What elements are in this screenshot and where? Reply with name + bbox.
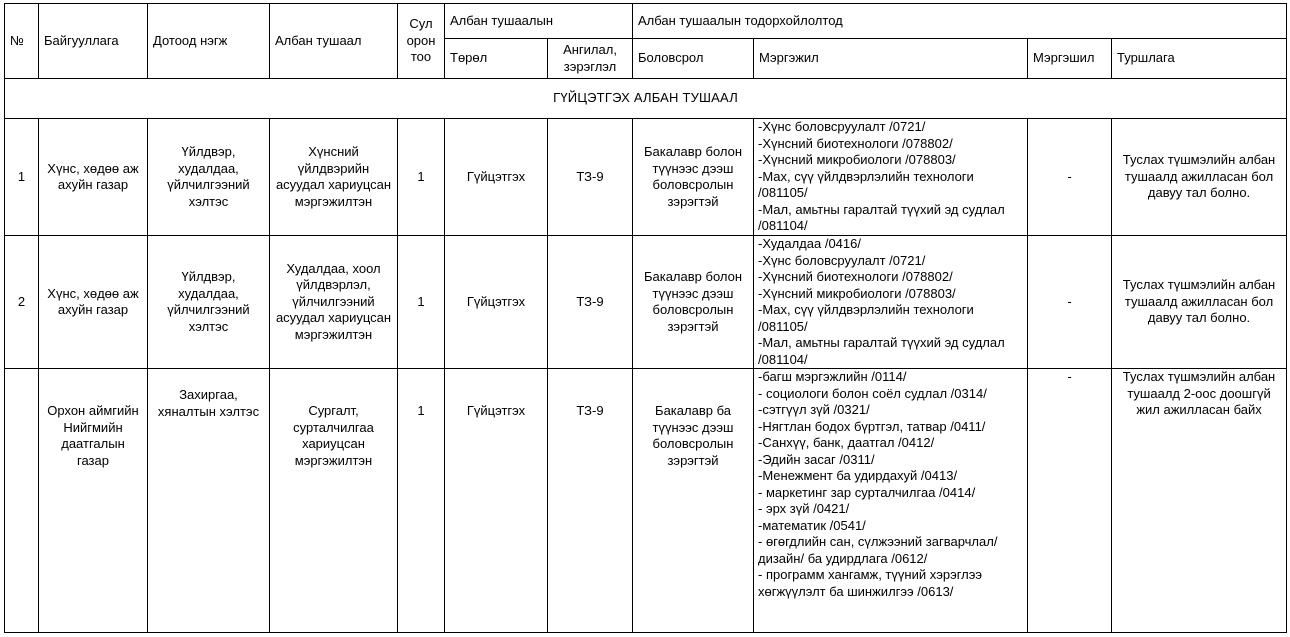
header-profession: Мэргэжил — [754, 39, 1028, 79]
row-no: 2 — [5, 236, 39, 369]
row-education: Бакалавр болон түүнээс дээш боловсролын зэрэгтэй — [633, 236, 754, 369]
row-position: Хүнсний үйлдвэрийн асуудал хариуцсан мэргэжилтэн — [270, 119, 398, 236]
row-organization: Хүнс, хөдөө аж ахуйн газар — [39, 236, 148, 369]
profession-item: -Мал, амьтны гаралтай түүхий эд судлал /081104/ — [758, 335, 1005, 367]
header-education: Боловсрол — [633, 39, 754, 79]
row-no: 1 — [5, 119, 39, 236]
row-experience: Туслах түшмэлийн албан тушаалд ажилласан бол давуу тал болно. — [1112, 119, 1287, 236]
table-row — [5, 369, 1287, 633]
profession-item: -Мал, амьтны гаралтай түүхий эд судлал /081104/ — [758, 201, 1005, 234]
profession-item: -Мах, сүү үйлдвэрлэлийн технологи /081105/ — [758, 168, 974, 201]
row-category: ТЗ-9 — [548, 119, 633, 236]
row-organization: Орхон аймгийн Нийгмийн даатгалын газар — [39, 369, 148, 633]
row-skill: - — [1028, 236, 1112, 369]
header-no: № — [5, 4, 39, 79]
header-position-group: Албан тушаалын — [445, 4, 633, 39]
profession-item: -багш мэргэжлийн /0114/ — [758, 369, 907, 384]
row-unit: Үйлдвэр, худалдаа, үйлчилгээний хэлтэс — [148, 236, 270, 369]
profession-item: - эрх зүй /0421/ — [758, 501, 850, 516]
header-requirements-group: Албан тушаалын тодорхойлолтод — [633, 4, 1287, 39]
row-type: Гүйцэтгэх — [445, 369, 548, 633]
profession-item: - программ хангамж, түүний хэрэглээ хөгжүүлэлт ба шинжилгээ /0613/ — [758, 567, 983, 599]
profession-item: -сэтгүүл зүй /0321/ — [758, 402, 870, 417]
profession-item: - өгөгдлийн сан, сүлжээний загварчлал/дизайн/ ба удирдлага /0612/ — [758, 534, 998, 566]
table-row — [5, 236, 1287, 369]
profession-item: -Хүнсний микробиологи /078803/ — [758, 152, 956, 168]
profession-item: -Менежмент ба удирдахуй /0413/ — [758, 468, 958, 483]
header-category: Ангилал, зэрэглэл — [548, 39, 633, 79]
row-education: Бакалавр ба түүнээс дээш боловсролын зэрэгтэй — [633, 369, 754, 633]
row-skill: - — [1028, 369, 1112, 633]
row-experience: Туслах түшмэлийн албан тушаалд ажилласан бол давуу тал болно. — [1112, 236, 1287, 369]
row-type: Гүйцэтгэх — [445, 119, 548, 236]
row-profession — [754, 119, 1028, 236]
row-no — [5, 369, 39, 633]
header-unit: Дотоод нэгж — [148, 4, 270, 79]
profession-item: -Нягтлан бодох бүртгэл, татвар /0411/ — [758, 418, 986, 434]
profession-item: -Мах, сүү үйлдвэрлэлийн технологи /081105/ — [758, 302, 974, 334]
header-skill: Мэргэшил — [1028, 39, 1112, 79]
vacancy-table — [4, 3, 1287, 633]
header-position: Албан тушаал — [270, 4, 398, 79]
profession-item: -математик /0541/ — [758, 517, 866, 533]
header-type: Төрөл — [445, 39, 548, 79]
section-title: ГҮЙЦЭТГЭХ АЛБАН ТУШААЛ — [5, 79, 1287, 119]
profession-item: -Хүнсний биотехнологи /078802/ — [758, 135, 953, 151]
header-vacancies: Сул орон тоо — [398, 4, 445, 79]
profession-item: -Хүнсний микробиологи /078803/ — [758, 285, 956, 301]
table-row — [5, 119, 1287, 236]
row-category: ТЗ-9 — [548, 369, 633, 633]
row-profession — [754, 236, 1028, 369]
header-organization: Байгууллага — [39, 4, 148, 79]
row-experience: Туслах түшмэлийн албан тушаалд 2-оос доошгүй жил ажилласан байх — [1112, 369, 1287, 633]
row-position: Худалдаа, хоол үйлдвэрлэл, үйлчилгээний асуудал хариуцсан мэргэжилтэн — [270, 236, 398, 369]
row-vacancies: 1 — [398, 369, 445, 633]
row-vacancies: 1 — [398, 119, 445, 236]
profession-item: -Худалдаа /0416/ — [758, 236, 861, 251]
row-position: Сургалт, сурталчилгаа хариуцсан мэргэжилтэн — [270, 369, 398, 633]
profession-item: -Хүнсний биотехнологи /078802/ — [758, 269, 953, 284]
profession-item: -Хүнс боловсруулалт /0721/ — [758, 252, 926, 268]
header-row-1 — [5, 4, 1287, 39]
profession-item: -Эдийн засаг /0311/ — [758, 451, 875, 467]
profession-item: - маркетинг зар сурталчилгаа /0414/ — [758, 484, 976, 500]
header-experience: Туршлага — [1112, 39, 1287, 79]
row-unit: Үйлдвэр, худалдаа, үйлчилгээний хэлтэс — [148, 119, 270, 236]
row-skill: - — [1028, 119, 1112, 236]
row-profession — [754, 369, 1028, 633]
row-category: ТЗ-9 — [548, 236, 633, 369]
row-education: Бакалавр болон түүнээс дээш боловсролын зэрэгтэй — [633, 119, 754, 236]
profession-item: - социологи болон соёл судлал /0314/ — [758, 385, 987, 401]
row-vacancies: 1 — [398, 236, 445, 369]
row-organization: Хүнс, хөдөө аж ахуйн газар — [39, 119, 148, 236]
section-row — [5, 79, 1287, 119]
profession-item: -Хүнс боловсруулалт /0721/ — [758, 119, 926, 135]
row-unit: Захиргаа, хяналтын хэлтэс — [148, 369, 270, 633]
row-type: Гүйцэтгэх — [445, 236, 548, 369]
profession-item: -Санхүү, банк, даатгал /0412/ — [758, 435, 935, 450]
